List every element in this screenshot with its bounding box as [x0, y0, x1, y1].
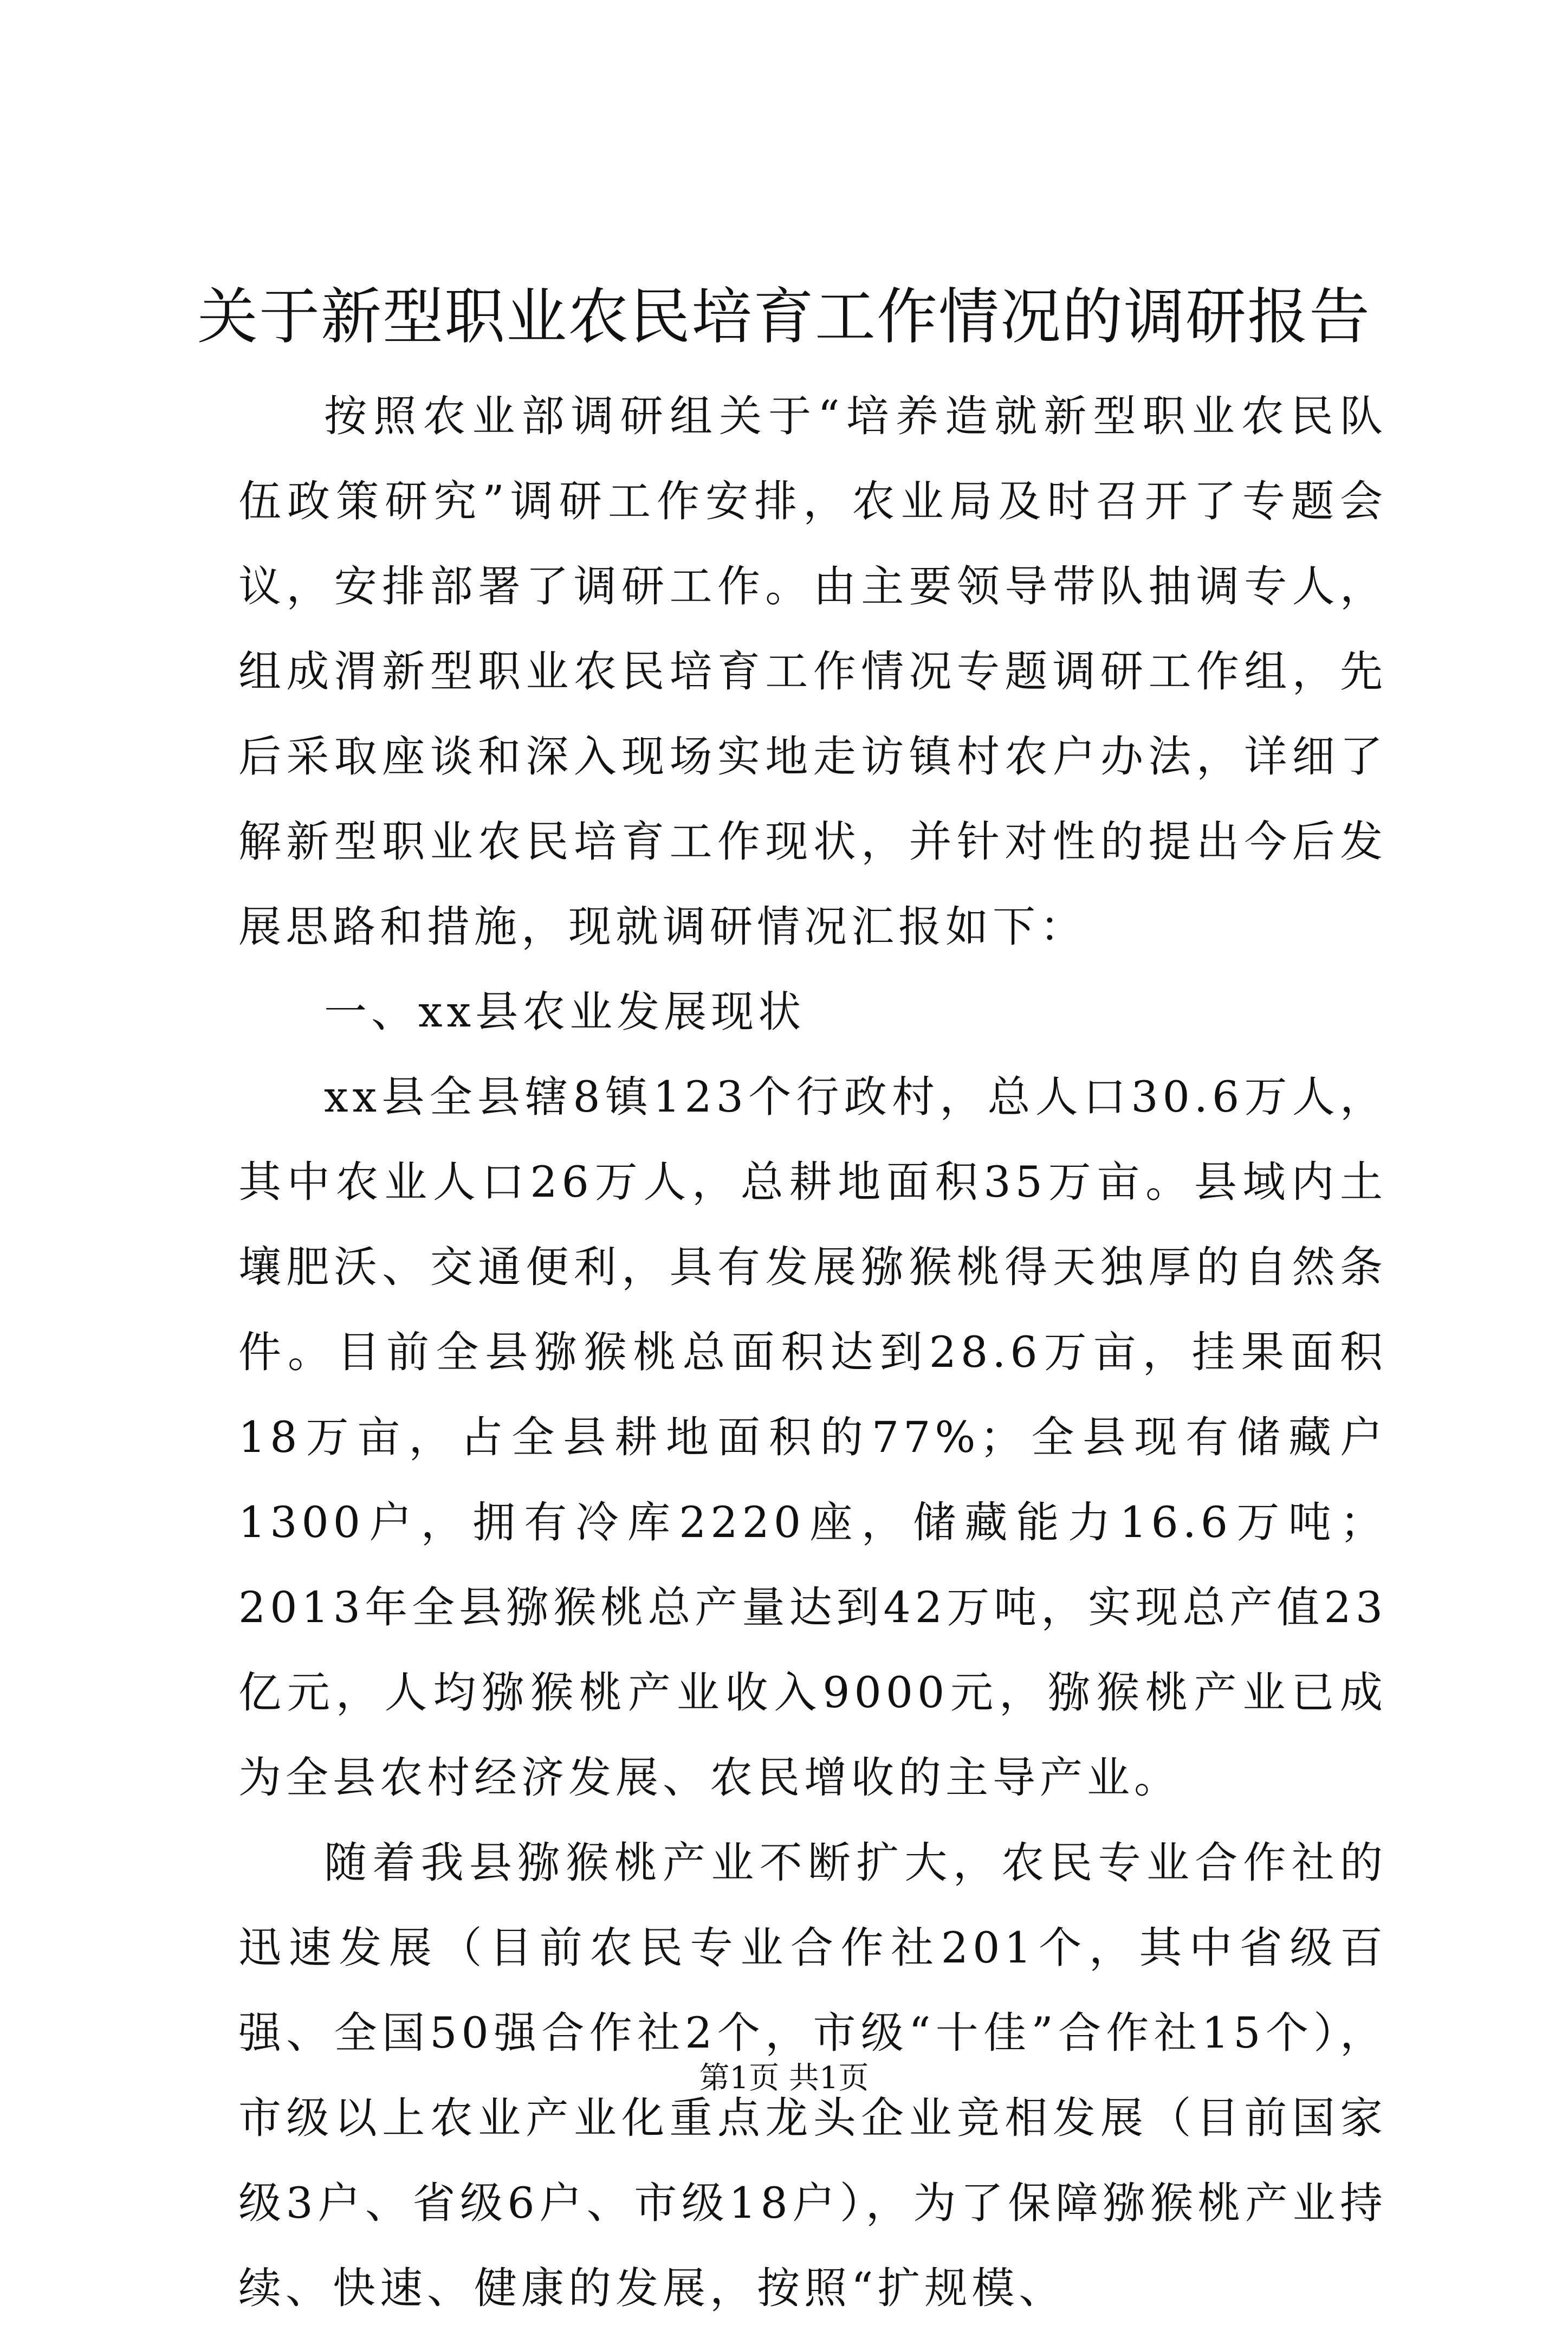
document-body [238, 374, 1387, 2331]
page-footer: 第1页 共1页 [699, 2061, 869, 2096]
section-heading: 一、xx县农业发展现状 [324, 987, 806, 1037]
paragraph-county-overview: xx县全县辖8镇123个行政村，总人口30.6万人，其中农业人口26万人，总耕地面积35万亩。县域内土壤肥沃、交通便利，具有发展猕猴桃得天独厚的自然条件。目前全县猕猴桃总面积达到28.6万亩，挂果面积18万亩，占全县耕地面积的77%；全县现有储藏户1300户，拥有冷库2220座，储藏能力16.6万吨；2013年全县猕猴桃总产量达到42万吨，实现总产值23亿元，人均猕猴桃产业收入9000元，猕猴桃产业已成为全县农村经济发展、农民增收的主导产业。 [238, 1072, 1387, 1803]
paragraph-intro: 按照农业部调研组关于“培养造就新型职业农民队伍政策研究”调研工作安排，农业局及时召开了专题会议，安排部署了调研工作。由主要领导带队抽调专人，组成渭新型职业农民培育工作情况专题调研工作组，先后采取座谈和深入现场实地走访镇村农户办法，详细了解新型职业农民培育工作现状，并针对性的提出今后发展思路和措施，现就调研情况汇报如下： [238, 391, 1387, 952]
document-title: 关于新型职业农民培育工作情况的调研报告 [197, 282, 1371, 352]
paragraph-cooperatives: 随着我县猕猴桃产业不断扩大，农民专业合作社的迅速发展（目前农民专业合作社201个，其中省级百强、全国50强合作社2个，市级“十佳”合作社15个），市级以上农业产业化重点龙头企业竞相发展（目前国家级3户、省级6户、市级18户），为了保障猕猴桃产业持续、快速、健康的发展，按照“扩规模、 [238, 1838, 1387, 2313]
